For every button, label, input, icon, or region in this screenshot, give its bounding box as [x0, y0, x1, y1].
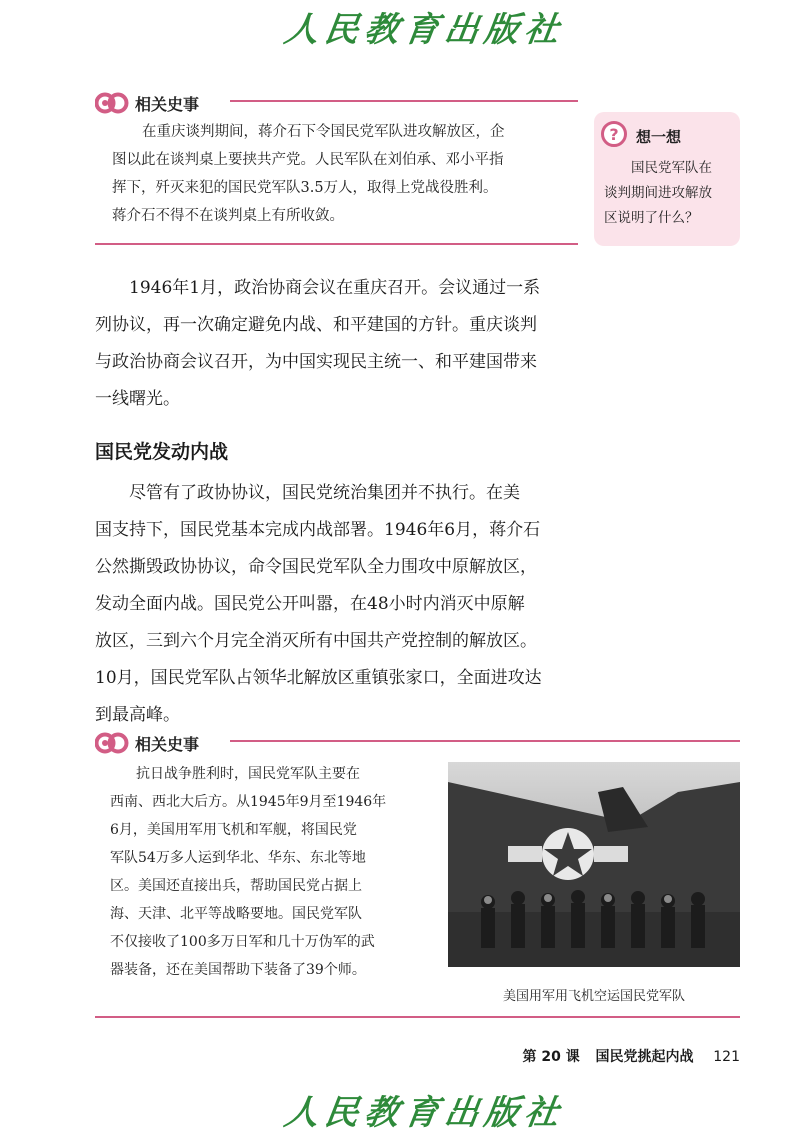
- photo-caption: 美国用军用飞机空运国民党军队: [502, 989, 685, 1004]
- svg-text:?: ?: [609, 125, 619, 144]
- p2-line-4: 发动全面内战。国民党公开叫嚣，在48小时内消灭中原解: [95, 594, 525, 614]
- think-text: [604, 156, 736, 231]
- related-history-header-2: [95, 728, 199, 758]
- box2-line-7: 不仅接收了100多万日军和几十万伪军的武: [110, 934, 375, 950]
- publisher-logo-top: 人民教育出版社: [281, 10, 568, 50]
- p2-line-3: 公然撕毁政协协议，命令国民党军队全力围攻中原解放区，: [95, 557, 537, 577]
- lesson-number: 第 20 课: [522, 1049, 580, 1065]
- p1-line-3: 与政治协商会议召开，为中国实现民主统一、和平建国带来: [95, 352, 537, 372]
- publisher-logo-bottom: 人民教育出版社: [281, 1093, 568, 1133]
- think-line-2: 谈判期间进攻解放: [604, 185, 712, 201]
- p1-line-1: 1946年1月，政治协商会议在重庆召开。会议通过一系: [129, 278, 541, 298]
- section-heading: 国民党发动内战: [95, 441, 229, 463]
- box1-line-2: 图以此在谈判桌上要挟共产党。人民军队在刘伯承、邓小平指: [112, 152, 504, 168]
- page-footer: [520, 1046, 740, 1066]
- box2-line-8: 器装备，还在美国帮助下装备了39个师。: [110, 962, 366, 978]
- box1-line-4: 蒋介石不得不在谈判桌上有所收敛。: [112, 208, 344, 224]
- box1-line-3: 挥下，歼灭来犯的国民党军队3.5万人，取得上党战役胜利。: [112, 180, 498, 196]
- p2-line-6: 10月，国民党军队占领华北解放区重镇张家口，全面进攻达: [95, 668, 542, 688]
- page-number: 121: [713, 1049, 740, 1065]
- think-box: [594, 112, 740, 246]
- p2-line-5: 放区，三到六个月完全消灭所有中国共产党控制的解放区。: [95, 631, 537, 651]
- box1-top-rule: [230, 100, 578, 102]
- related-history-icon: [95, 88, 129, 118]
- p2-line-1: 尽管有了政协协议，国民党统治集团并不执行。在美: [129, 483, 520, 503]
- box2-line-2: 西南、西北大后方。从1945年9月至1946年: [110, 794, 387, 810]
- box2-line-3: 6月，美国用军用飞机和军舰，将国民党: [110, 822, 357, 838]
- question-icon: [600, 120, 628, 152]
- box2-bottom-rule: [95, 1016, 740, 1018]
- box1-text: [95, 118, 585, 230]
- p2-line-2: 国支持下，国民党基本完成内战部署。1946年6月，蒋介石: [95, 520, 541, 540]
- lesson-title: 国民党挑起内战: [595, 1049, 694, 1065]
- main-paragraph-1: [95, 270, 595, 418]
- p1-line-4: 一线曙光。: [95, 389, 180, 409]
- main-paragraph-2: [95, 475, 595, 734]
- box2-line-5: 区。美国还直接出兵，帮助国民党占据上: [110, 878, 362, 894]
- box1-line-1: 在重庆谈判期间，蒋介石下令国民党军队进攻解放区，企: [142, 124, 505, 140]
- related-history-title-2: 相关史事: [135, 734, 200, 754]
- think-line-1: 国民党军队在: [631, 160, 712, 176]
- related-history-title: 相关史事: [135, 94, 200, 114]
- box2-line-1: 抗日战争胜利时，国民党军队主要在: [136, 766, 360, 782]
- p1-line-2: 列协议，再一次确定避免内战、和平建国的方针。重庆谈判: [95, 315, 537, 335]
- related-history-header-1: [95, 88, 199, 118]
- think-line-3: 区说明了什么？: [604, 210, 699, 226]
- box2-line-6: 海、天津、北平等战略要地。国民党军队: [110, 906, 362, 922]
- box2-line-4: 军队54万多人运到华北、华东、东北等地: [110, 850, 366, 866]
- think-title: 想一想: [636, 127, 682, 146]
- box1-bottom-rule: [95, 243, 578, 245]
- box2-top-rule: [230, 740, 740, 742]
- p2-line-7: 到最高峰。: [95, 705, 180, 725]
- related-history-icon: [95, 728, 129, 758]
- historical-photo: [448, 762, 740, 967]
- box2-text: [110, 760, 440, 984]
- think-header: [600, 120, 681, 152]
